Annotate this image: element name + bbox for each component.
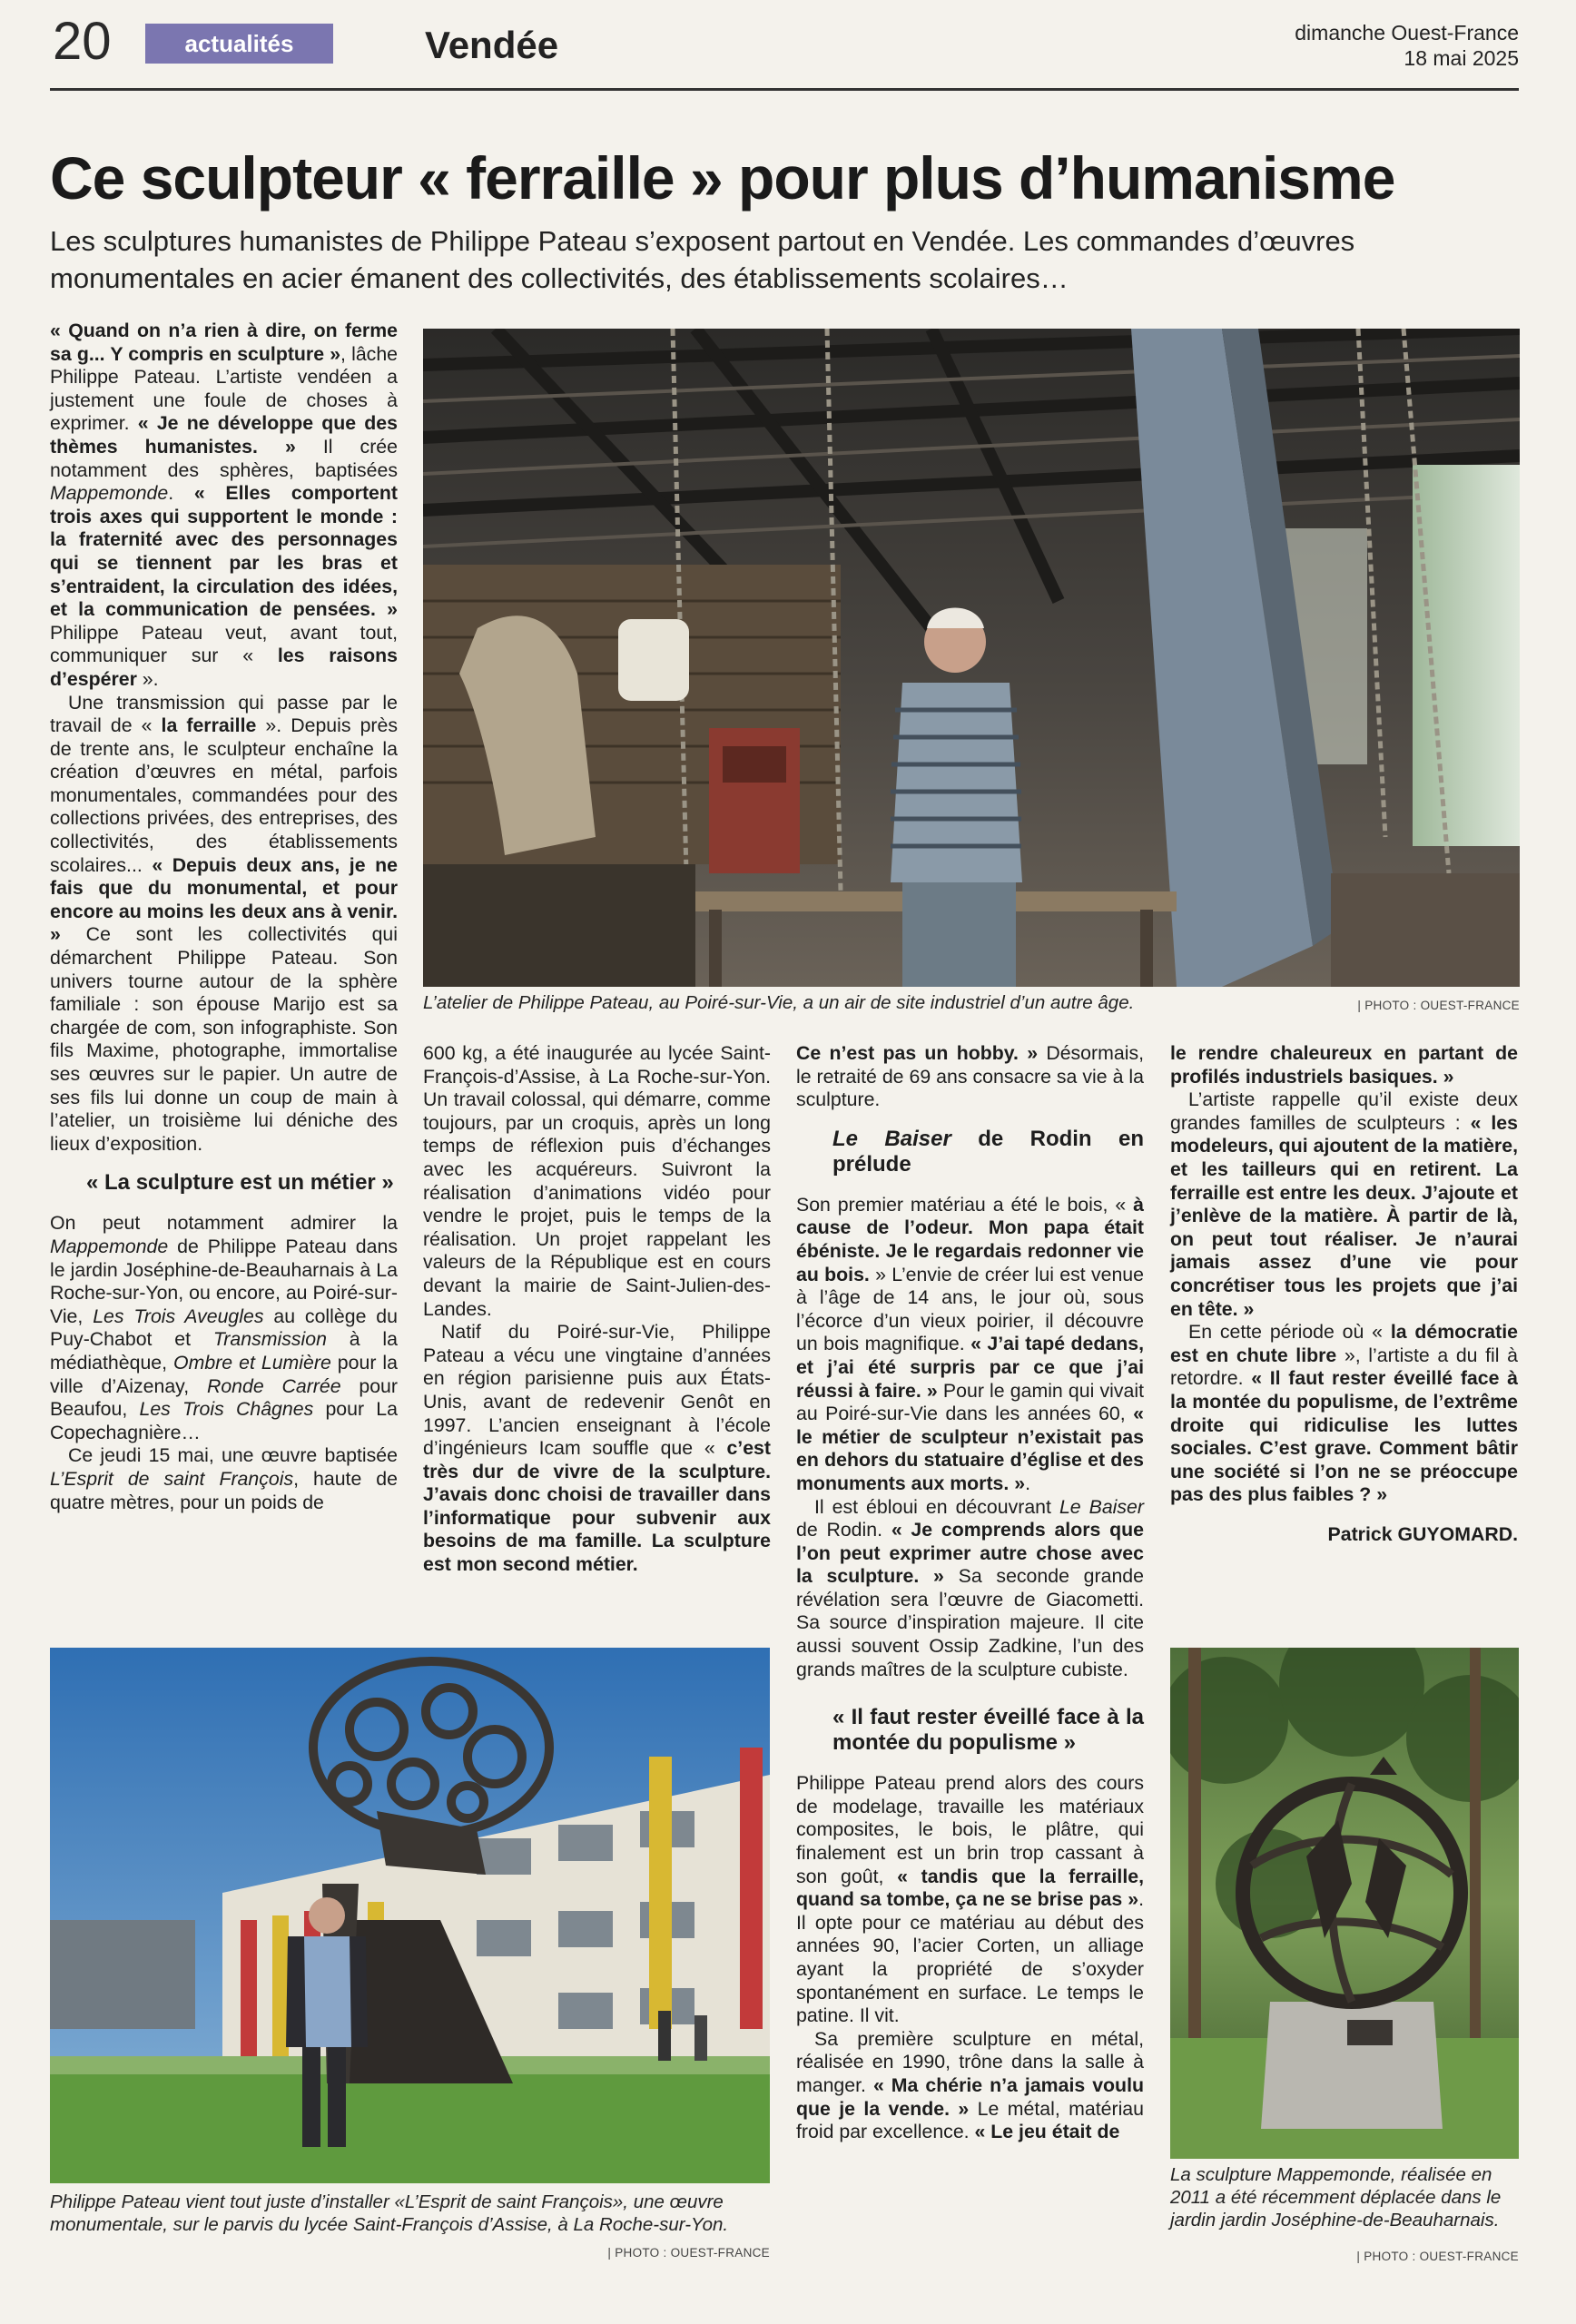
article-column-1 — [50, 320, 398, 1514]
paragraph: Natif du Poiré-sur-Vie, Philippe Pateau a vécu une vingtaine d’années en région parisienne puis aux États-Unis, avant de redevenir Genôt en 1997. L’ancien enseignant à l’école d’ingénieurs Icam souffle que « c’est très dur de vivre de la sculpture. J’avais donc choisi de travailler dans l’informatique pour subvenir aux besoins de ma famille. La sculpture est mon second métier. — [423, 1321, 771, 1576]
intertitle: « La sculpture est un métier » — [86, 1170, 394, 1196]
article-headline: Ce sculpteur « ferraille » pour plus d’humanisme — [50, 144, 1395, 212]
paragraph: Sa première sculpture en métal, réalisée en 1990, trône dans la salle à manger. « Ma chérie n’a jamais voulu que je la vende. » Le métal, matériau froid par excellence. « Le jeu était de — [796, 2027, 1144, 2143]
page-number: 20 — [53, 12, 112, 71]
intertitle: Le Baiser de Rodin en prélude — [832, 1126, 1144, 1177]
paragraph: En cette période où « la démocratie est en chute libre », l’artiste a du fil à retordre. « Il faut rester éveillé face à la montée du populisme, de l’extrême droite qui ridiculise les luttes sociales. C’est grave. Comment bâtir une société si l’on ne se préoccupe pas des plus faibles ? » — [1170, 1321, 1519, 1506]
paragraph: Il est ébloui en découvrant Le Baiser de Rodin. « Je comprends alors que l’on peut exprimer autre chose avec la sculpture. » Sa seconde grande révélation sera l’œuvre de Giacometti. Sa source d’inspiration majeure. Il cite aussi souvent Ossip Zadkine, l’un des grands maîtres de la sculpture cubiste. — [796, 1495, 1144, 1680]
article-standfirst: Les sculptures humanistes de Philippe Pateau s’exposent partout en Vendée. Les commandes d’œuvres monumentales en acier émanent des collectivités, des établissements scolaires… — [50, 225, 1355, 294]
masthead-date — [1210, 20, 1519, 71]
lycee-photo-credit: | PHOTO : OUEST-FRANCE — [607, 2246, 770, 2260]
issue-date: 18 mai 2025 — [1404, 46, 1519, 70]
paragraph: Ce n’est pas un hobby. » Désormais, le retraité de 69 ans consacre sa vie à la sculpture. — [796, 1042, 1145, 1111]
article-column-3 — [796, 1042, 1144, 2144]
section-badge: actualités — [145, 24, 333, 64]
author-signature: Patrick GUYOMARD. — [1327, 1522, 1518, 1545]
paragraph: Une transmission qui passe par le travail de « la ferraille ». Depuis près de trente ans, le sculpteur enchaîne la création d’œuvres en métal, parfois monumentales, commandées pour des collections privées, des entreprises, des collectivités, des établissements scolaires... « Depuis deux ans, je ne fais que du monumental, et pour encore au moins les deux ans à venir. » Ce sont les collectivités qui démarchent Philippe Pateau. Son univers tourne autour de la sphère familiale : son épouse Marijo est sa chargée de com, son infographiste. Son fils Maxime, photographe, immortalise ses œuvres sur le papier. Un autre de ses fils lui donne un coup de main à l’atelier, un troisième lui déniche des lieux d’exposition. — [50, 691, 399, 1155]
paragraph: L’artiste rappelle qu’il existe deux grandes familles de sculpteurs : « les modeleurs, qui ajoutent de la matière, et les tailleurs qui en retirent. La ferraille est entre les deux. J’ajoute et j’enlève de la matière. À partir de là, on peut tout réaliser. Je n’aurai jamais assez d’une vie pour concrétiser tous les projets que j’ai en tête. » — [1170, 1088, 1518, 1320]
article-column-2 — [423, 1042, 771, 1577]
mappemonde-photo — [1170, 1648, 1519, 2159]
paragraph: 600 kg, a été inaugurée au lycée Saint-François-d’Assise, à La Roche-sur-Yon. Un travail colossal, qui démarre, comme toujours, par un croquis, après un long temps de réflexion puis d’échanges avec les acquéreurs. Suivront la réalisation d’animations vidéo pour vendre le projet, puis le temps de la réalisation. Un projet rappelant les valeurs de la République est en cours devant la mairie de Saint-Julien-des-Landes. — [423, 1042, 771, 1320]
newspaper-date-line: dimanche Ouest-France — [1295, 21, 1519, 44]
intertitle: « Il faut rester éveillé face à la montée du populisme » — [832, 1705, 1144, 1756]
workshop-photo — [423, 329, 1520, 987]
mappemonde-photo-credit: | PHOTO : OUEST-FRANCE — [1356, 2250, 1519, 2263]
lycee-sculpture-photo — [50, 1648, 770, 2183]
paragraph: Son premier matériau a été le bois, « à cause de l’odeur. Mon papa était ébéniste. Je le regardais redonner vie au bois. » L’envie de créer lui est venue à l’âge de 14 ans, le jour où, sous l’écorce d’un vieux poirier, il découvre un bois magnifique. « J’ai tapé dedans, et j’ai été surpris par ce que j’ai réussi à faire. » Pour le gamin qui vivait au Poiré-sur-Vie dans les années 60, « le métier de sculpteur n’existait pas en dehors du statuaire d’église et des monuments aux morts. ». — [796, 1193, 1145, 1494]
workshop-photo-credit: | PHOTO : OUEST-FRANCE — [1357, 999, 1520, 1012]
paragraph: On peut notamment admirer la Mappemonde de Philippe Pateau dans le jardin Joséphine-de-Beauharnais à La Roche-sur-Yon, ou encore, au Poiré-sur-Vie, Les Trois Aveugles au collège du Puy-Chabot et Transmission à la médiathèque, Ombre et Lumière pour la ville d’Aizenay, Ronde Carrée pour Beaufou, Les Trois Châgnes pour La Copechagnière… — [50, 1212, 398, 1443]
workshop-photo-caption: L’atelier de Philippe Pateau, au Poiré-sur-Vie, a un air de site industriel d’un autre âge. — [423, 992, 1135, 1013]
paragraph: le rendre chaleureux en partant de profilés industriels basiques. » — [1170, 1042, 1518, 1088]
paragraph: Ce jeudi 15 mai, une œuvre baptisée L’Esprit de saint François, haute de quatre mètres, pour un poids de — [50, 1444, 398, 1513]
lycee-photo-caption: Philippe Pateau vient tout juste d’installer «L’Esprit de saint François», une œuvre monumentale, sur le parvis du lycée Saint-François d’Assise, à La Roche-sur-Yon. — [50, 2191, 729, 2235]
header-rule — [50, 88, 1519, 91]
paragraph: « Quand on n’a rien à dire, on ferme sa g... Y compris en sculpture », lâche Philippe Pateau. L’artiste vendéen a justement une foule de choses à exprimer. « Je ne développe que des thèmes humanistes. » Il crée notamment des sphères, baptisées Mappemonde. « Elles comportent trois axes qui supportent le monde : la fraternité avec des personnages qui se tiennent par les bras et s’entraident, la circulation des idées, et la communication de pensées. » Philippe Pateau veut, avant tout, communiquer sur « les raisons d’espérer ». — [50, 320, 399, 690]
region-title: Vendée — [425, 24, 559, 66]
mappemonde-photo-caption: La sculpture Mappemonde, réalisée en 2011 a été récemment déplacée dans le jardin jardin Joséphine-de-Beauharnais. — [1170, 2164, 1502, 2230]
paragraph: Philippe Pateau prend alors des cours de modelage, travaille les matériaux composites, le bois, le plâtre, qui finalement est un brin trop cassant à son goût, « tandis que la ferraille, quand sa tombe, ça ne se brise pas ». Il opte pour ce matériau au début des années 90, l’acier Corten, un alliage ayant la propriété de s’oxyder spontanément en surface. Le temps le patine. Il vit. — [796, 1772, 1144, 2027]
article-column-4 — [1170, 1042, 1518, 1546]
